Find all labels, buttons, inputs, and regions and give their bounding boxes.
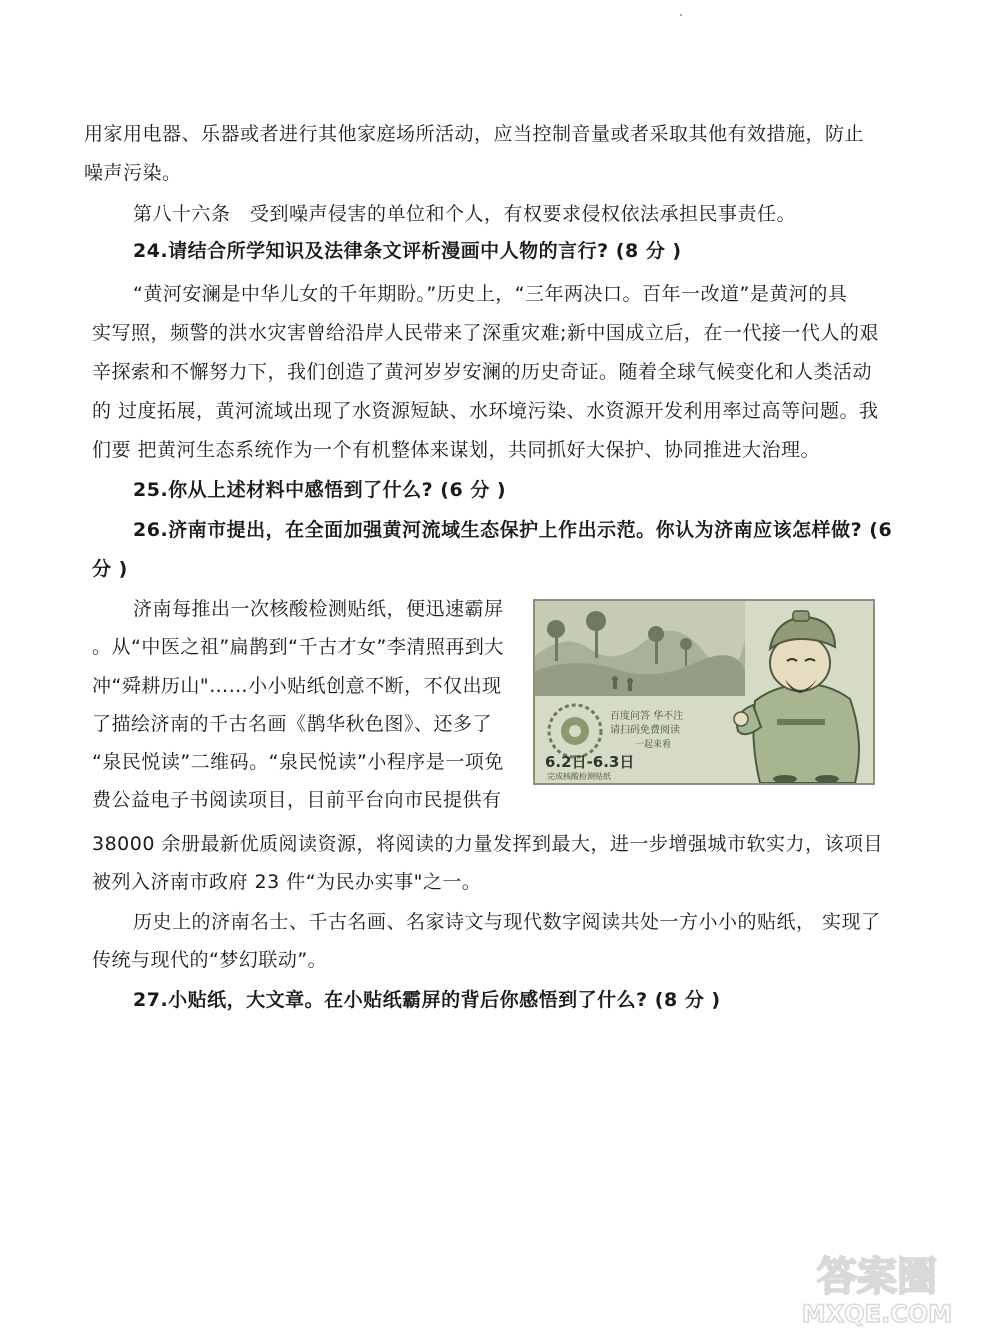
poster-banner-2: 请扫码免费阅读 (610, 725, 680, 736)
text-line: 冲“舜耕历山"……小小贴纸创意不断，不仅出现 (92, 675, 502, 697)
poster-footer: 完成核酸检测贴纸 (547, 772, 611, 781)
watermark-url: MXQE.COM (801, 1300, 953, 1328)
question-27: 27.小贴纸，大文章。在小贴纸霸屏的背后你感悟到了什么? (8 分 ) (133, 989, 721, 1011)
text-line: “黄河安澜是中华儿女的千年期盼。”历史上，“三年两决口。百年一改道”是黄河的具 (133, 283, 848, 305)
question-26-cont: 分 ) (92, 558, 128, 580)
text-line: 济南每推出一次核酸检测贴纸，便迅速霸屏 (133, 598, 504, 620)
text-line: 。从“中医之祖”扁鹊到“千古才女”李清照再到大 (92, 636, 504, 658)
question-25: 25.你从上述材料中感悟到了什么? (6 分 ) (133, 479, 507, 501)
watermark-logo (772, 1248, 982, 1328)
text-line: 历史上的济南名士、千古名画、名家诗文与现代数字阅读共处一方小小的贴纸， 实现了 (133, 911, 881, 933)
text-line: 辛探索和不懈努力下，我们创造了黄河岁岁安澜的历史奇证。随着全球气候变化和人类活动 (92, 361, 873, 383)
question-24: 24.请结合所学知识及法律条文评析漫画中人物的言行? (8 分 ) (133, 240, 682, 262)
text-line: 实写照，频警的洪水灾害曾给沿岸人民带来了深重灾难;新中国成立后，在一代接一代人的艰 (92, 322, 879, 344)
text-line: 费公益电子书阅读项目，目前平台向市民提供有 (92, 789, 502, 811)
text-line: 38000 余册最新优质阅读资源，将阅读的力量发挥到最大，进一步增强城市软实力，该项目 (92, 833, 883, 855)
sticker-illustration (535, 601, 873, 783)
poster-date: 6.2日-6.3日 (545, 753, 635, 771)
text-line: 噪声污染。 (84, 162, 182, 184)
poster-banner-3: 一起来看 (635, 740, 672, 750)
text-line: 用家用电器、乐器或者进行其他家庭场所活动，应当控制音量或者采取其他有效措施，防止 (84, 123, 865, 145)
law-article-86: 第八十六条 受到噪声侵害的单位和个人，有权要求侵权依法承担民事责任。 (133, 203, 797, 225)
text-line: “泉民悦读”二维码。“泉民悦读”小程序是一项免 (92, 751, 504, 773)
poster-banner-1: 百度问答 华不注 (610, 711, 684, 722)
text-line: 被列入济南市政府 23 件“为民办实事"之一。 (92, 871, 482, 893)
text-line: 们要 把黄河生态系统作为一个有机整体来谋划，共同抓好大保护、协同推进大治理。 (92, 439, 821, 461)
text-line: 了描绘济南的千古名画《鹊华秋色图》、还多了 (92, 713, 493, 735)
sticker-image (533, 599, 875, 785)
question-26: 26.济南市提出，在全面加强黄河流域生态保护上作出示范。你认为济南应该怎样做? (6 (133, 519, 893, 541)
text-line: 传统与现代的“梦幻联动”。 (92, 949, 328, 971)
watermark-brand: 答案圈 (817, 1254, 937, 1300)
text-line: 的 过度拓展，黄河流域出现了水资源短缺、水环境污染、水资源开发利用率过高等问题。我 (92, 400, 879, 422)
scan-speck (680, 14, 682, 16)
